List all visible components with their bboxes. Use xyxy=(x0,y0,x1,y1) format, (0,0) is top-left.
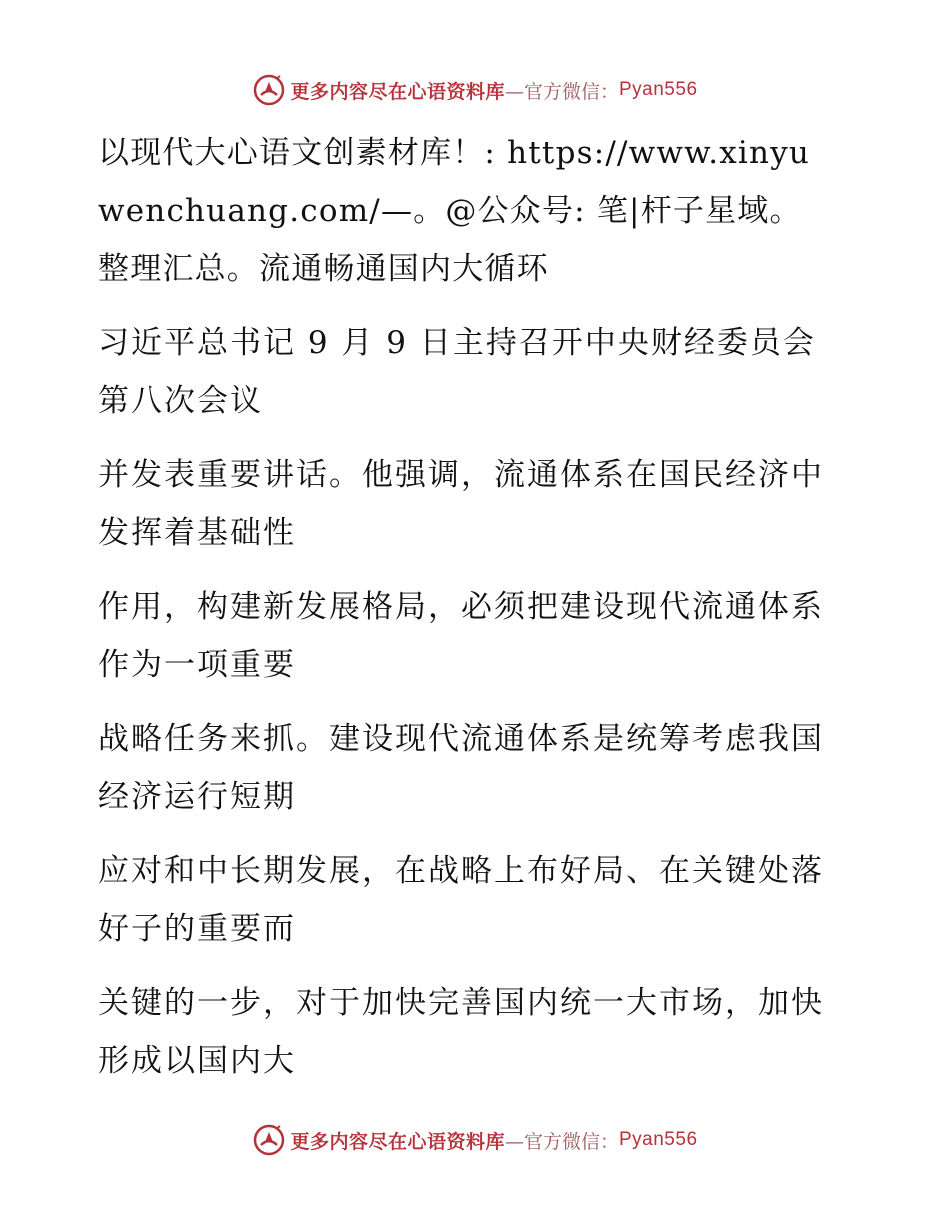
header-banner-wechat-id: Pyan556 xyxy=(619,79,698,100)
footer-watermark-banner xyxy=(0,1120,950,1160)
paragraph-6: 应对和中长期发展，在战略上布好局、在关键处落好子的重要而 xyxy=(98,853,824,947)
footer-banner-title: 更多内容尽在心语资料库 xyxy=(290,1130,505,1153)
book-quill-logo-icon xyxy=(252,73,286,107)
header-banner-separator: —官方微信： xyxy=(504,80,619,103)
paragraph-4: 作用，构建新发展格局，必须把建设现代流通体系作为一项重要 xyxy=(98,589,824,683)
document-body xyxy=(98,124,833,1106)
paragraph-2: 习近平总书记 9 月 9 日主持召开中央财经委员会第八次会议 xyxy=(98,325,816,419)
paragraph-1: 以现代大心语文创素材库！: https://www.xinyuwenchuang.com/—。@公众号: 笔|杆子星域。整理汇总。流通畅通国内大循环 xyxy=(98,135,811,287)
header-watermark-banner xyxy=(0,70,950,110)
footer-banner-separator: —官方微信： xyxy=(504,1130,619,1153)
paragraph-3: 并发表重要讲话。他强调，流通体系在国民经济中发挥着基础性 xyxy=(98,457,824,551)
footer-banner-wechat-id: Pyan556 xyxy=(619,1129,698,1150)
paragraph-5: 战略任务来抓。建设现代流通体系是统筹考虑我国经济运行短期 xyxy=(98,721,824,815)
paragraph-7: 关键的一步，对于加快完善国内统一大市场，加快形成以国内大 xyxy=(98,985,824,1079)
header-banner-title: 更多内容尽在心语资料库 xyxy=(290,80,505,103)
book-quill-logo-icon xyxy=(252,1123,286,1157)
